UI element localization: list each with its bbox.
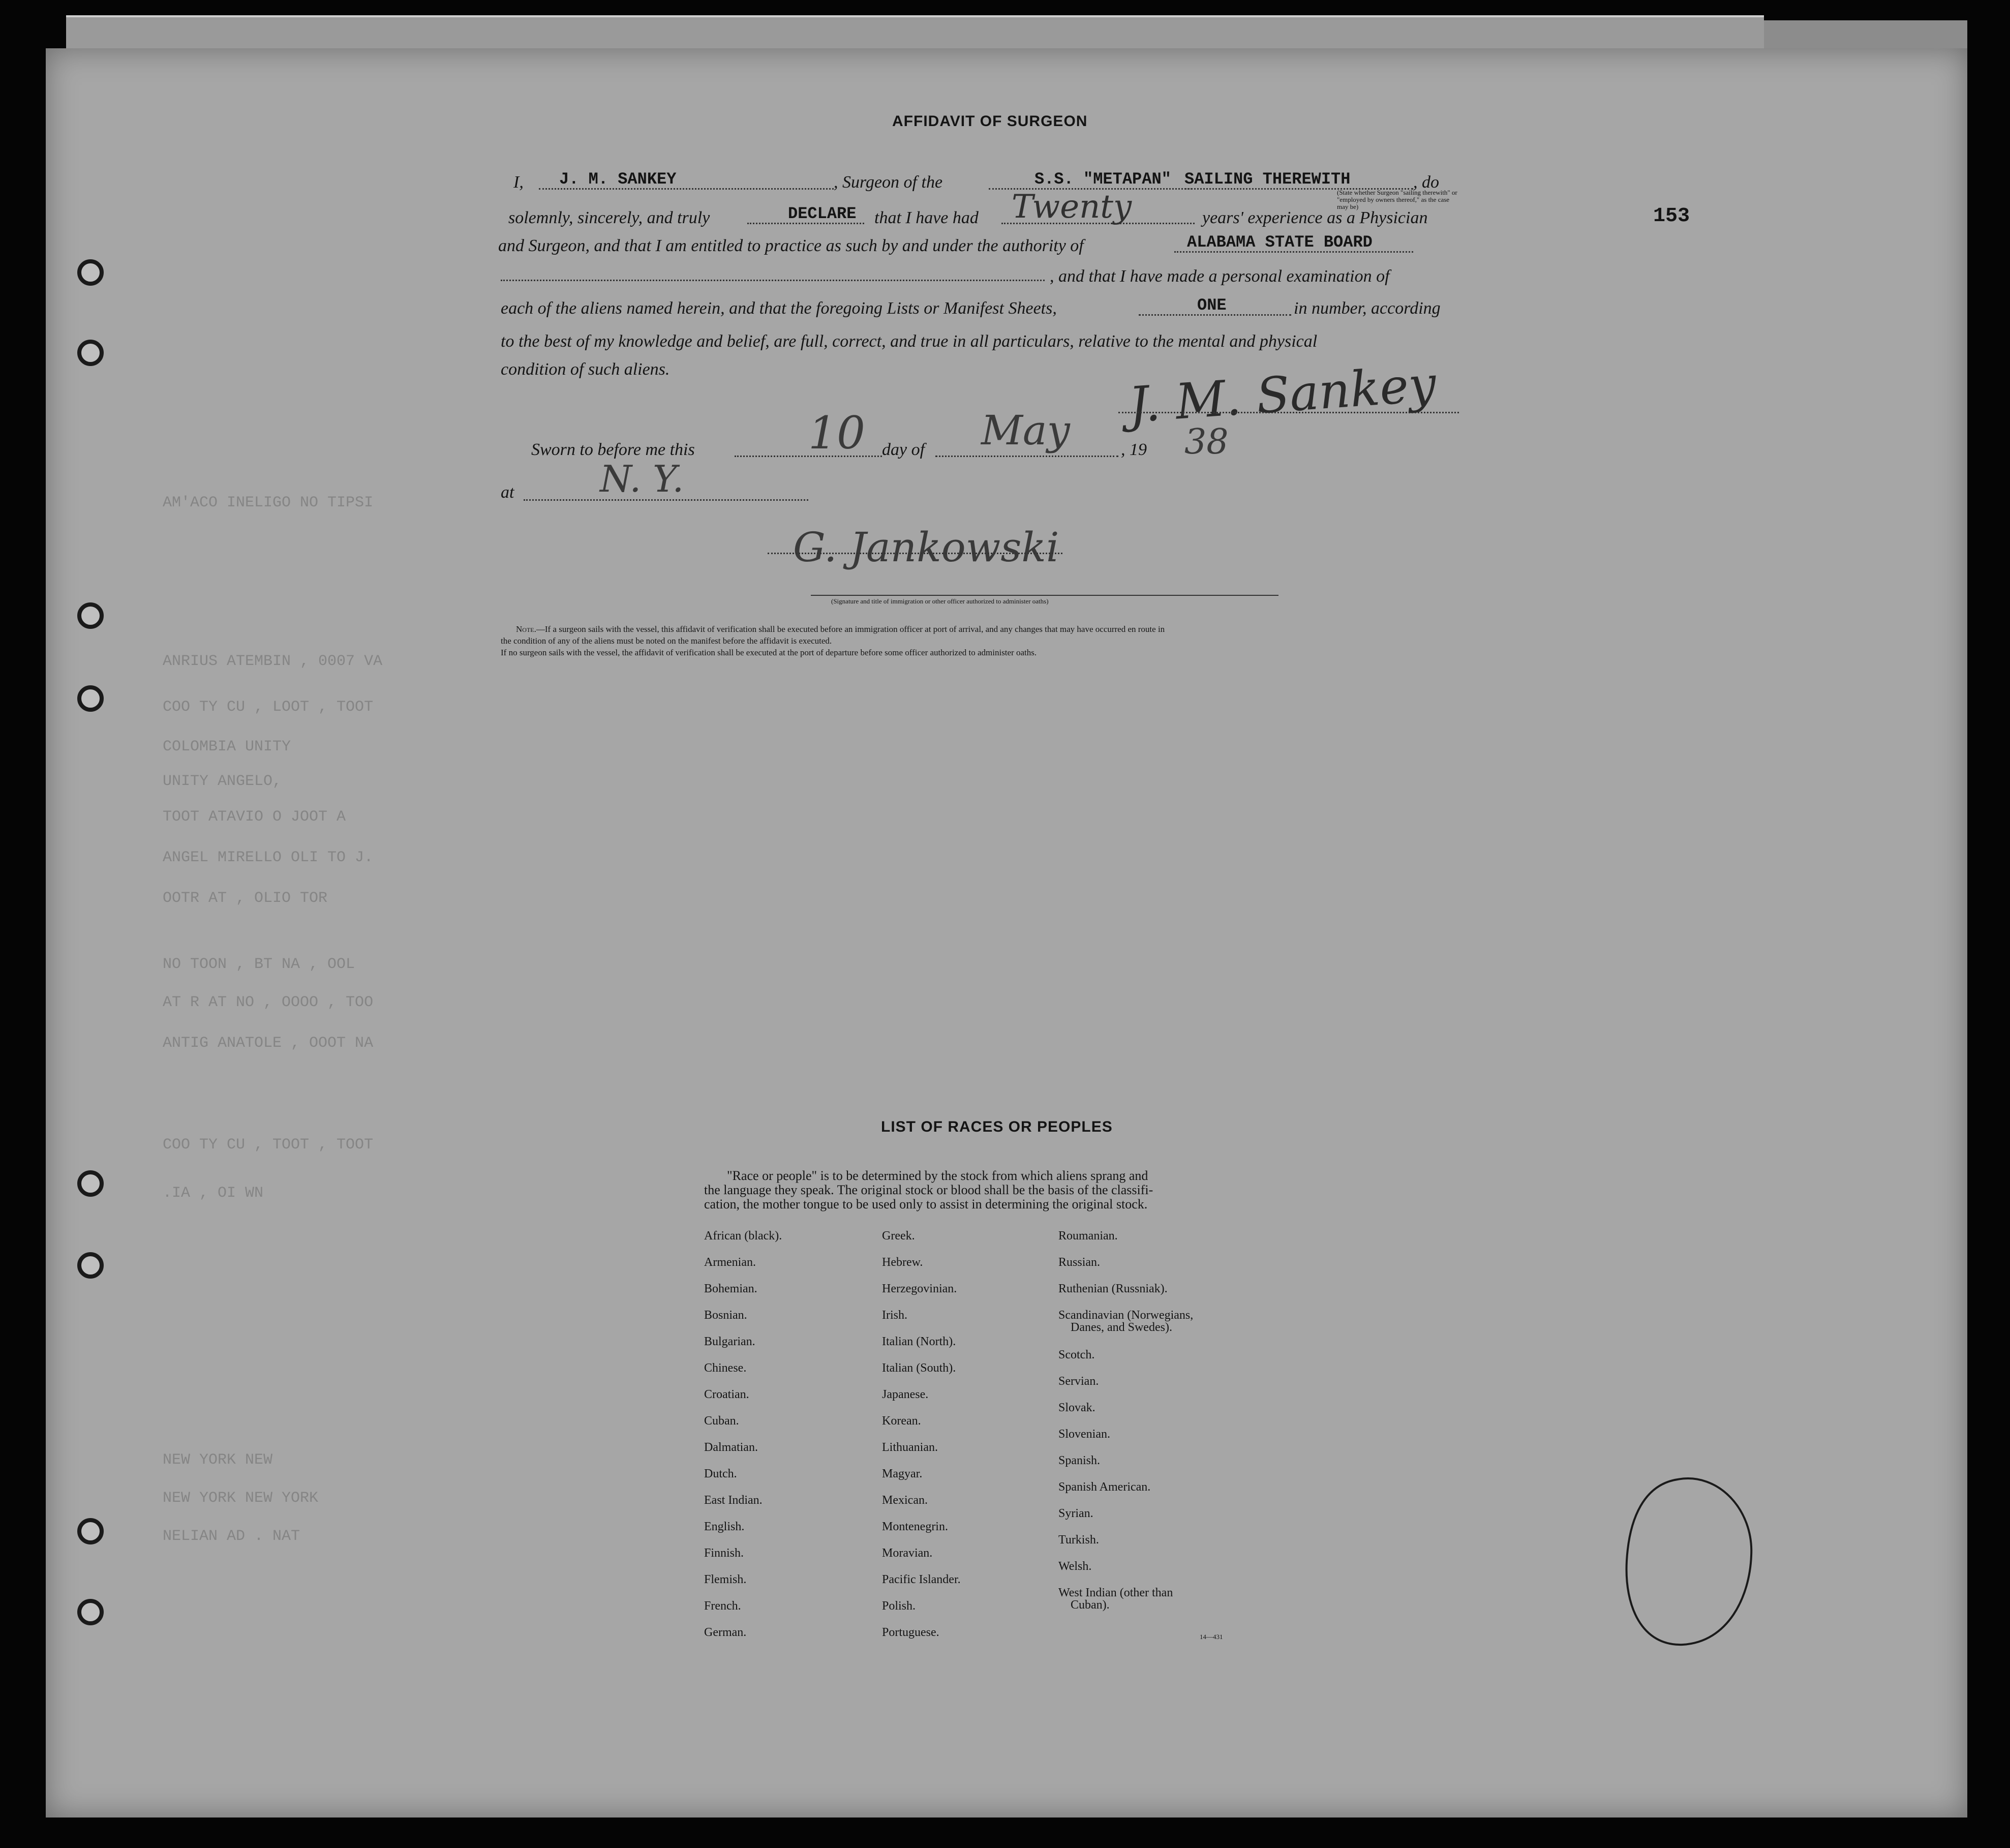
bleed-through-text: NELIAN AD . NAT	[163, 1528, 300, 1545]
race-entry: Bulgarian.	[704, 1335, 755, 1348]
underline	[1001, 222, 1195, 224]
race-entry: Irish.	[882, 1309, 907, 1322]
page-number: 153	[1653, 205, 1690, 228]
sheet-count: ONE	[1197, 296, 1227, 315]
bleed-through-text: OOTR AT , OLIO TOR	[163, 890, 328, 907]
race-entry: Dutch.	[704, 1467, 737, 1480]
bleed-through-text: NEW YORK NEW YORK	[163, 1490, 319, 1507]
bleed-through-text: AT R AT NO , OOOO , TOO	[163, 994, 374, 1011]
year-handwritten: 38	[1184, 422, 1229, 462]
affidavit-title: AFFIDAVIT OF SURGEON	[892, 113, 1088, 130]
stamp-circle	[1617, 1469, 1759, 1652]
affidavit-note	[516, 624, 1165, 634]
race-entry: Magyar.	[882, 1467, 923, 1480]
race-entry: Lithuanian.	[882, 1441, 938, 1454]
races-intro: "Race or people" is to be determined by the stock from which aliens sprang and	[727, 1168, 1148, 1183]
binder-hole	[77, 259, 104, 286]
vessel-name: S.S. "METAPAN"	[1034, 170, 1171, 189]
race-entry: Turkish.	[1058, 1533, 1099, 1547]
binder-hole	[77, 340, 104, 366]
affidavit-text: at	[501, 483, 514, 502]
race-entry: Montenegrin.	[882, 1520, 948, 1533]
affidavit-text: , and that I have made a personal examination of	[1050, 267, 1390, 286]
races-title: LIST OF RACES OR PEOPLES	[881, 1118, 1113, 1135]
affidavit-text: to the best of my knowledge and belief, are full, correct, and true in all particulars, relative to the mental and physical	[501, 332, 1318, 351]
race-entry: Dalmatian.	[704, 1441, 758, 1454]
bleed-through-text: UNITY ANGELO,	[163, 773, 282, 790]
bleed-through-text: .IA , OI WN	[163, 1185, 264, 1202]
race-entry: Italian (South).	[882, 1361, 956, 1375]
binder-hole	[77, 1252, 104, 1279]
bleed-through-text: ANTIG ANATOLE , OOOT NA	[163, 1035, 374, 1052]
race-entry: Syrian.	[1058, 1507, 1093, 1520]
race-entry: German.	[704, 1626, 747, 1639]
years-handwritten: Twenty	[1012, 188, 1132, 226]
race-entry: Herzegovinian.	[882, 1282, 957, 1295]
underline	[539, 187, 834, 190]
race-entry: Ruthenian (Russniak).	[1058, 1282, 1168, 1295]
race-entry: Mexican.	[882, 1494, 928, 1507]
race-entry: West Indian (other than	[1058, 1586, 1173, 1599]
affidavit-text: years' experience as a Physician	[1202, 208, 1428, 227]
surgeon-status: SAILING THEREWITH	[1184, 170, 1351, 189]
races-intro: the language they speak. The original stock or blood shall be the basis of the classifi-	[704, 1183, 1153, 1197]
race-entry: Slovenian.	[1058, 1428, 1110, 1441]
officer-caption: (Signature and title of immigration or other officer authorized to administer oaths)	[831, 597, 1049, 605]
place-handwritten: N. Y.	[600, 458, 684, 500]
binder-hole	[77, 1518, 104, 1544]
race-entry: Finnish.	[704, 1547, 744, 1560]
surgeon-name: J. M. SANKEY	[559, 170, 677, 189]
status-note: (State whether Surgeon "sailing therewith" or "employed by owners thereof," as the case may be)	[1337, 189, 1457, 210]
race-entry: Italian (North).	[882, 1335, 956, 1348]
race-entry: Croatian.	[704, 1388, 749, 1401]
affidavit-text: solemnly, sincerely, and truly	[508, 208, 710, 227]
race-entry: Spanish American.	[1058, 1480, 1151, 1494]
race-entry: Portuguese.	[882, 1626, 939, 1639]
race-entry: Bohemian.	[704, 1282, 757, 1295]
race-entry: East Indian.	[704, 1494, 763, 1507]
affidavit-text: that I have had	[874, 208, 979, 227]
bleed-through-text: NEW YORK NEW	[163, 1451, 273, 1469]
race-entry: Bosnian.	[704, 1309, 747, 1322]
underline	[735, 455, 882, 457]
race-entry: Korean.	[882, 1414, 921, 1428]
note-label: Note.	[516, 624, 536, 634]
race-entry: Japanese.	[882, 1388, 929, 1401]
affidavit-text: I,	[513, 173, 524, 192]
race-entry: Flemish.	[704, 1573, 747, 1586]
underline	[1174, 250, 1413, 253]
form-number: 14—431	[1200, 1633, 1223, 1641]
month-handwritten: May	[981, 407, 1070, 454]
day-handwritten: 10	[808, 407, 865, 459]
race-entry: Russian.	[1058, 1256, 1101, 1269]
affidavit-text: , do	[1413, 173, 1439, 192]
binder-hole	[77, 1170, 104, 1197]
race-entry: Servian.	[1058, 1375, 1099, 1388]
race-entry: Chinese.	[704, 1361, 747, 1375]
underline	[501, 279, 1045, 281]
bleed-through-text: AM'ACO INELIGO NO TIPSI	[163, 494, 374, 511]
bleed-through-text: COLOMBIA UNITY	[163, 738, 291, 755]
bleed-through-text: NO TOON , BT NA , OOL	[163, 956, 355, 973]
race-entry: African (black).	[704, 1229, 782, 1243]
bleed-through-text: ANGEL MIRELLO OLI TO J.	[163, 849, 374, 866]
affidavit-text: Sworn to before me this	[531, 440, 695, 459]
race-entry: Pacific Islander.	[882, 1573, 961, 1586]
race-entry: Danes, and Swedes).	[1071, 1321, 1172, 1334]
race-entry: Spanish.	[1058, 1454, 1101, 1467]
race-entry: Scandinavian (Norwegians,	[1058, 1309, 1194, 1322]
bleed-through-text: TOOT ATAVIO O JOOT A	[163, 808, 346, 826]
underline	[524, 498, 808, 501]
affidavit-text: , 19	[1121, 440, 1147, 459]
binder-hole	[77, 1599, 104, 1625]
note-line: the condition of any of the aliens must be noted on the manifest before the affidavit is executed.	[501, 636, 832, 646]
race-entry: Slovak.	[1058, 1401, 1095, 1414]
declare-word: DECLARE	[788, 204, 857, 223]
race-entry: Welsh.	[1058, 1560, 1092, 1573]
surgeon-signature: J. M. Sankey	[1126, 355, 1438, 434]
affidavit-text: and Surgeon, and that I am entitled to practice as such by and under the authority of	[498, 236, 1084, 255]
race-entry: Roumanian.	[1058, 1229, 1118, 1243]
underline	[768, 552, 1062, 554]
bleed-through-text: COO TY CU , TOOT , TOOT	[163, 1136, 374, 1154]
binder-hole	[77, 602, 104, 629]
race-entry: Scotch.	[1058, 1348, 1095, 1361]
affidavit-text: condition of such aliens.	[501, 360, 670, 379]
affidavit-text: day of	[882, 440, 925, 459]
race-entry: Polish.	[882, 1599, 916, 1613]
binder-hole	[77, 685, 104, 712]
race-entry: Hebrew.	[882, 1256, 923, 1269]
note-line: If no surgeon sails with the vessel, the affidavit of verification shall be executed at the port of departure before some officer authorized to administer oaths.	[501, 648, 1037, 657]
underline	[1139, 313, 1291, 316]
underline	[1118, 411, 1459, 413]
licensing-authority: ALABAMA STATE BOARD	[1187, 233, 1373, 252]
underline	[935, 455, 1118, 457]
bleed-through-text: COO TY CU , LOOT , TOOT	[163, 699, 374, 716]
affidavit-text: in number, according	[1294, 299, 1441, 318]
race-entry: Moravian.	[882, 1547, 933, 1560]
underline	[811, 594, 1278, 596]
races-intro: cation, the mother tongue to be used only to assist in determining the original stock.	[704, 1197, 1148, 1211]
race-entry: English.	[704, 1520, 745, 1533]
race-entry: Cuban).	[1071, 1598, 1110, 1612]
officer-signature: G. Jankowski	[793, 524, 1059, 571]
race-entry: Greek.	[882, 1229, 915, 1243]
race-entry: Armenian.	[704, 1256, 756, 1269]
race-entry: French.	[704, 1599, 741, 1613]
underline	[747, 222, 864, 224]
race-entry: Cuban.	[704, 1414, 739, 1428]
affidavit-text: each of the aliens named herein, and that the foregoing Lists or Manifest Sheets,	[501, 299, 1057, 318]
note-line: —If a surgeon sails with the vessel, this affidavit of verification shall be executed before an immigration officer at port of arrival, and any changes that may have occurred en route in	[536, 624, 1165, 634]
bleed-through-text: ANRIUS ATEMBIN , 0007 VA	[163, 653, 383, 670]
affidavit-text: , Surgeon of the	[834, 173, 943, 192]
